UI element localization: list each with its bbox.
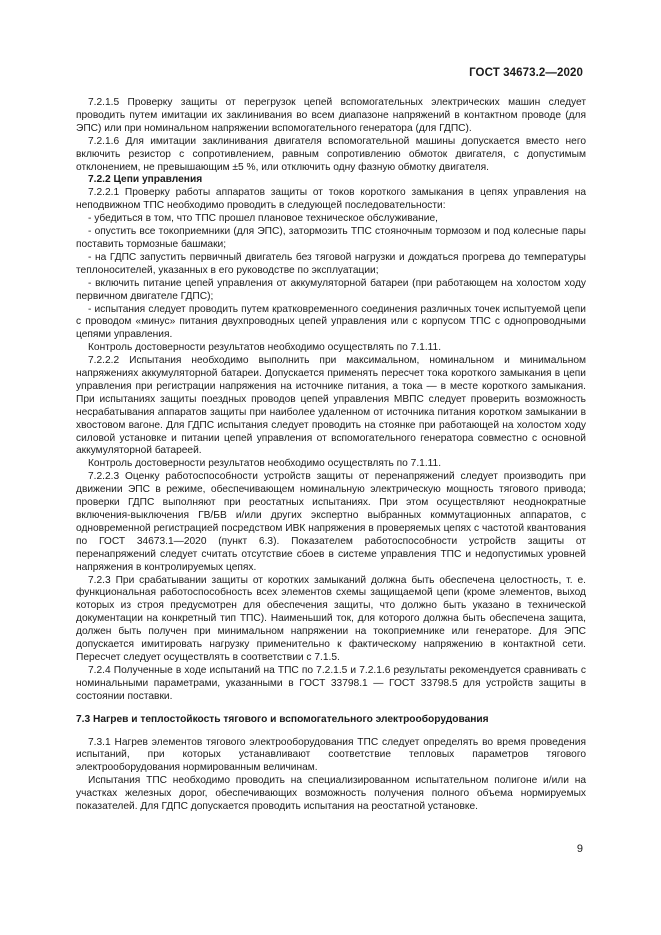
list-item: - опустить все токоприемники (для ЭПС), затормозить ТПС стояночным тормозом и под колесные пары поставить тормозные башмаки; xyxy=(76,226,586,250)
standard-header: ГОСТ 34673.2—2020 xyxy=(469,67,583,79)
paragraph-7-2-1-6: 7.2.1.6 Для имитации заклинивания двигателя вспомогательной машины допускается вместо него включить резистор с сопротивлением, равным сопротивлению обмоток двигателя, с допустимым отклонением, не превышающим ±5 %, или отключить одну фазную обмотку двигателя. xyxy=(76,135,586,173)
paragraph-7-2-1-5: 7.2.1.5 Проверку защиты от перегрузок цепей вспомогательных электрических машин следует проводить путем имитации их заклинивания во всем диапазоне напряжений в контактном проводе (для ЭПС) или при номинальном напряжении вспомогательного генератора (для ГДПС). xyxy=(76,97,586,134)
paragraph-7-2-2-1: 7.2.2.1 Проверку работы аппаратов защиты от токов короткого замыкания в цепях управления на неподвижном ТПС необходимо проводить в следующей последовательности: xyxy=(76,187,586,212)
list-item: - убедиться в том, что ТПС прошел плановое техническое обслуживание, xyxy=(88,213,438,225)
list-item: - испытания следует проводить путем кратковременного соединения различных точек испытуемой цепи с проводом «минус» питания двухпроводных цепей управления или с корпусом ТПС с однопроводными цепями управления. xyxy=(76,303,586,341)
document-body xyxy=(76,97,586,814)
control-note: Контроль достоверности результатов необходимо осуществлять по 7.1.11. xyxy=(88,342,442,354)
control-note: Контроль достоверности результатов необходимо осуществлять по 7.1.11. xyxy=(88,458,442,470)
list-item: - на ГДПС запустить первичный двигатель без тяговой нагрузки и дождаться прогрева до температуры теплоносителей, указанных в его руководстве по эксплуатации; xyxy=(76,251,586,276)
paragraph-7-2-4: 7.2.4 Полученные в ходе испытаний на ТПС по 7.2.1.5 и 7.2.1.6 результаты рекомендуется сравнивать с номинальными параметрами, указанными в ГОСТ 33798.1 — ГОСТ 33798.5 для устройств защиты в состоянии поставки. xyxy=(76,664,586,702)
heading-7-2-2: 7.2.2 Цепи управления xyxy=(88,174,203,186)
page-number: 9 xyxy=(576,843,583,855)
heading-7-3: 7.3 Нагрев и теплостойкость тягового и вспомогательного электрооборудования xyxy=(76,713,489,725)
paragraph-7-2-2-3: 7.2.2.3 Оценку работоспособности устройств защиты от перенапряжений следует производить при движении ЭПС в режиме, обеспечивающем номинальную электрическую мощность тягового привода; проверки ГДПС выполняют при реостатных испытаниях. При этом осуществляют неоднократные включения-выключения ГВ/БВ и/или других экспертно выбранных коммутационных аппаратов, с одновременной регистрацией посредством ИВК напряжения в проверяемых цепях с частотой квантования по ГОСТ 34673.1—2020 (пункт 6.3). Показателем работоспособности устройств защиты от перенапряжений следует считать отсутствие сбоев в системе управления ТПС и недопустимых уровней напряжения в контролируемых цепях. xyxy=(76,471,586,573)
paragraph-7-2-2-2: 7.2.2.2 Испытания необходимо выполнить при максимальном, номинальном и минимальном напряжениях аккумуляторной батареи. Допускается применять пересчет тока короткого замыкания в цепи управления при регистрации напряжения на источнике питания, а тока — в месте короткого замыкания. При испытаниях защиты поездных проводов цепей управления МВПС следует проверить возможность несрабатывания аппаратов защиты при наиболее удаленном от источника питания коротком замыкании в хвостовом вагоне. Для ГДПС испытания следует проводить на стоянке при работающей на холостом ходу силовой установке и питании цепей управления от вспомогательного генератора совместно с основной аккумуляторной батареей. xyxy=(76,355,586,457)
paragraph-testing: Испытания ТПС необходимо проводить на специализированном испытательном полигоне и/или на участках железных дорог, обеспечивающих возможность получения полного объема нормируемых показателей. Для ГДПС допускается проводить испытания на реостатной установке. xyxy=(76,775,586,813)
list-item: - включить питание цепей управления от аккумуляторной батареи (при работающем на холостом ходу первичном двигателе ГДПС); xyxy=(76,277,586,302)
paragraph-7-3-1: 7.3.1 Нагрев элементов тягового электрооборудования ТПС следует определять во время проведения испытаний, при которых устанавливают соответствие тепловых параметров тягового электрооборудования нормированным величинам. xyxy=(76,736,586,774)
paragraph-7-2-3: 7.2.3 При срабатывании защиты от коротких замыканий должна быть обеспечена целостность, т. е. функциональная работоспособность всех элементов схемы защищаемой цепи (кроме элементов, выход которых из строя предусмотрен для обеспечения защиты, что должно быть указано в технической документации на конкретный тип ТПС). Наименьший ток, для которого должна быть обеспечена защита, должен быть получен при минимальном напряжении на токоприемнике или генераторе. Для ЭПС допускается имитировать нагрузку применительно к фактическому напряжению в контактной сети. Пересчет следует осуществлять в соответствии с 7.1.5. xyxy=(76,574,586,663)
